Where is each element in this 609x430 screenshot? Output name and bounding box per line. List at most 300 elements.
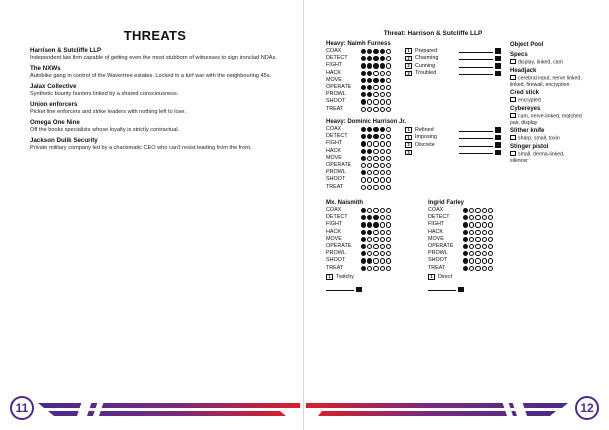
- stat-dot[interactable]: [367, 258, 372, 263]
- stat-dot[interactable]: [373, 244, 378, 249]
- stat-dot[interactable]: [367, 156, 372, 161]
- stat-dot[interactable]: [386, 71, 391, 76]
- stat-dot[interactable]: [475, 215, 480, 220]
- tag-value-box[interactable]: 1: [326, 274, 333, 280]
- stat-row-hack: [326, 148, 406, 155]
- stat-dot[interactable]: [386, 177, 391, 182]
- stat-dot[interactable]: [386, 156, 391, 161]
- item-title: Cybereyes: [510, 105, 541, 112]
- stat-row-hack: [326, 70, 391, 77]
- stat-dot[interactable]: [373, 163, 378, 168]
- stat-dot[interactable]: [367, 266, 372, 271]
- stat-dot[interactable]: [380, 208, 385, 213]
- stat-dot[interactable]: [469, 222, 474, 227]
- stat-dot[interactable]: [386, 149, 391, 154]
- stat-row-move: [326, 77, 391, 84]
- stat-dot[interactable]: [373, 185, 378, 190]
- tag-end-box[interactable]: [495, 135, 501, 141]
- stat-dot[interactable]: [361, 71, 366, 76]
- tag-end-box[interactable]: [495, 56, 501, 62]
- stat-dot[interactable]: [475, 244, 480, 249]
- stat-row-coax: [326, 126, 406, 133]
- stat-dot[interactable]: [463, 266, 468, 271]
- stat-label: FIGHT: [326, 62, 343, 69]
- stat-dot[interactable]: [380, 215, 385, 220]
- stat-dot[interactable]: [482, 251, 487, 256]
- stat-dot[interactable]: [380, 170, 385, 175]
- tag-write-line[interactable]: [459, 128, 493, 132]
- stat-dot[interactable]: [386, 56, 391, 61]
- stat-row-treat: [326, 106, 391, 113]
- stat-dot[interactable]: [367, 134, 372, 139]
- stat-dot[interactable]: [386, 134, 391, 139]
- stat-row-shoot: [326, 176, 406, 183]
- tag-end-box[interactable]: [458, 287, 464, 293]
- stat-dot[interactable]: [361, 149, 366, 154]
- tag-write-line[interactable]: [459, 143, 493, 147]
- tag-label: Refined: [415, 126, 434, 133]
- tag-value-box[interactable]: 2: [405, 56, 412, 62]
- stat-dot[interactable]: [367, 63, 372, 68]
- stat-dot[interactable]: [469, 244, 474, 249]
- tag-value-box[interactable]: 3: [405, 150, 412, 156]
- stat-dot[interactable]: [361, 127, 366, 132]
- stat-dots: [361, 156, 391, 161]
- stat-dot[interactable]: [361, 237, 366, 242]
- stat-dot[interactable]: [380, 251, 385, 256]
- stat-dots: [361, 78, 391, 83]
- stat-dot[interactable]: [463, 208, 468, 213]
- item-tags: cam, nerve-linked, matched pair, display: [510, 113, 582, 126]
- stat-dot[interactable]: [488, 251, 493, 256]
- stat-dot[interactable]: [386, 237, 391, 242]
- stat-dot[interactable]: [380, 185, 385, 190]
- stat-dot[interactable]: [475, 237, 480, 242]
- stat-dot[interactable]: [361, 230, 366, 235]
- stat-dot[interactable]: [373, 170, 378, 175]
- stat-label: FIGHT: [428, 221, 445, 228]
- tag-value-box[interactable]: 3: [405, 142, 412, 148]
- threat-name: Jalax Collective: [30, 83, 77, 91]
- stat-list: [326, 207, 391, 272]
- page-gutter: [303, 0, 304, 430]
- stat-dot[interactable]: [373, 78, 378, 83]
- stat-dot[interactable]: [463, 222, 468, 227]
- stat-dot[interactable]: [469, 258, 474, 263]
- stat-dot[interactable]: [367, 163, 372, 168]
- stat-dots: [463, 244, 493, 249]
- stat-dot[interactable]: [373, 141, 378, 146]
- stat-dot[interactable]: [361, 170, 366, 175]
- stat-dot[interactable]: [386, 258, 391, 263]
- item-title: Headjack: [510, 67, 537, 74]
- stat-dot[interactable]: [361, 92, 366, 97]
- stat-dot[interactable]: [373, 258, 378, 263]
- threat-description: Synthetic bounty hunters linked by a shared consciousness.: [30, 90, 179, 97]
- stat-row-treat: [326, 184, 406, 191]
- stat-label: DETECT: [326, 133, 348, 140]
- stat-dot[interactable]: [361, 244, 366, 249]
- stat-dot[interactable]: [463, 230, 468, 235]
- stat-dot[interactable]: [386, 78, 391, 83]
- stat-dot[interactable]: [380, 99, 385, 104]
- threat-description: Private military company led by a charismatic CEO who can't resist leading from the front.: [30, 144, 252, 151]
- stat-dot[interactable]: [361, 185, 366, 190]
- stat-row-treat: [326, 265, 391, 272]
- stat-dot[interactable]: [488, 222, 493, 227]
- stat-dot[interactable]: [463, 244, 468, 249]
- stat-dot[interactable]: [373, 215, 378, 220]
- stat-dot[interactable]: [380, 78, 385, 83]
- stat-dot[interactable]: [475, 230, 480, 235]
- stat-dot[interactable]: [482, 230, 487, 235]
- stat-dot[interactable]: [380, 92, 385, 97]
- stat-dot[interactable]: [475, 222, 480, 227]
- item-tags: cerebral input, nerve linked, linked, firewall, encryption: [510, 75, 582, 88]
- stat-dot[interactable]: [367, 71, 372, 76]
- stat-dot[interactable]: [386, 99, 391, 104]
- stat-label: SHOOT: [428, 257, 448, 264]
- stat-dot[interactable]: [380, 56, 385, 61]
- stat-dot[interactable]: [482, 244, 487, 249]
- stat-dot[interactable]: [380, 222, 385, 227]
- npc-block: [428, 200, 493, 292]
- stat-dot[interactable]: [386, 185, 391, 190]
- stat-label: DETECT: [428, 214, 450, 221]
- stat-dot[interactable]: [463, 215, 468, 220]
- stat-dot[interactable]: [367, 107, 372, 112]
- stat-dots: [361, 85, 391, 90]
- stat-row-prowl: [428, 250, 493, 257]
- stat-dot[interactable]: [386, 63, 391, 68]
- stat-dot[interactable]: [469, 237, 474, 242]
- stat-dot[interactable]: [386, 49, 391, 54]
- stat-dot[interactable]: [367, 251, 372, 256]
- stat-dot[interactable]: [386, 215, 391, 220]
- tag-box-icon[interactable]: [510, 113, 516, 118]
- stat-dots: [361, 63, 391, 68]
- stat-row-shoot: [428, 257, 493, 264]
- stat-dot[interactable]: [367, 141, 372, 146]
- stat-dots: [361, 92, 391, 97]
- stat-dot[interactable]: [373, 127, 378, 132]
- stat-dot[interactable]: [469, 208, 474, 213]
- stat-dot[interactable]: [373, 56, 378, 61]
- stat-dot[interactable]: [463, 251, 468, 256]
- stat-dot[interactable]: [380, 141, 385, 146]
- tag-row: [405, 141, 501, 149]
- stat-dot[interactable]: [367, 237, 372, 242]
- stat-dots: [361, 215, 391, 220]
- stat-dot[interactable]: [373, 134, 378, 139]
- tag-end-box[interactable]: [356, 287, 362, 293]
- stat-dot[interactable]: [463, 258, 468, 263]
- stat-dot[interactable]: [380, 71, 385, 76]
- stat-row-move: [428, 236, 493, 243]
- stat-dot[interactable]: [361, 215, 366, 220]
- stat-dot[interactable]: [386, 127, 391, 132]
- stat-dot[interactable]: [367, 149, 372, 154]
- stat-row-coax: [326, 207, 391, 214]
- stat-dot[interactable]: [361, 222, 366, 227]
- stat-row-operate: [326, 84, 391, 91]
- stat-label: MOVE: [326, 235, 342, 242]
- stat-dot[interactable]: [367, 85, 372, 90]
- stat-dot[interactable]: [367, 177, 372, 182]
- stat-dot[interactable]: [361, 49, 366, 54]
- tag-box-icon[interactable]: [510, 135, 516, 140]
- stat-label: TREAT: [326, 105, 344, 112]
- stat-row-detect: [326, 133, 406, 140]
- tag-box-icon[interactable]: [510, 151, 516, 156]
- stat-dot[interactable]: [380, 134, 385, 139]
- stat-dot[interactable]: [367, 49, 372, 54]
- tag-row: [405, 62, 501, 70]
- item-tags: display, linked, cam: [510, 59, 582, 66]
- tag-end-box[interactable]: [495, 63, 501, 69]
- tag-value-box[interactable]: 1: [405, 48, 412, 54]
- page-number-left: 11: [10, 396, 34, 420]
- stat-list: [326, 126, 406, 191]
- stat-dot[interactable]: [380, 244, 385, 249]
- stat-dot[interactable]: [380, 85, 385, 90]
- stat-dot[interactable]: [373, 237, 378, 242]
- tag-row: [326, 274, 391, 281]
- stat-dot[interactable]: [373, 177, 378, 182]
- tag-write-line[interactable]: [459, 71, 493, 75]
- stat-dot[interactable]: [475, 251, 480, 256]
- stat-dot[interactable]: [475, 266, 480, 271]
- tag-end-box[interactable]: [495, 142, 501, 148]
- stat-dot[interactable]: [482, 222, 487, 227]
- threat-entry: [30, 83, 280, 97]
- tag-row: [405, 134, 501, 142]
- stat-dot[interactable]: [482, 266, 487, 271]
- stat-label: SHOOT: [326, 98, 346, 105]
- tag-write-line[interactable]: [459, 150, 493, 154]
- stat-dots: [361, 163, 391, 168]
- stat-dot[interactable]: [386, 163, 391, 168]
- stat-dot[interactable]: [367, 92, 372, 97]
- stat-label: HACK: [428, 228, 443, 235]
- stat-dot[interactable]: [361, 177, 366, 182]
- stat-dot[interactable]: [361, 163, 366, 168]
- stat-dot[interactable]: [367, 230, 372, 235]
- stat-label: HACK: [326, 147, 341, 154]
- stat-label: COAX: [326, 207, 342, 214]
- stat-dot[interactable]: [386, 92, 391, 97]
- stat-dot[interactable]: [386, 230, 391, 235]
- stat-dot[interactable]: [386, 251, 391, 256]
- stat-dot[interactable]: [482, 237, 487, 242]
- stat-dot[interactable]: [367, 170, 372, 175]
- stat-dot[interactable]: [367, 78, 372, 83]
- stat-dot[interactable]: [482, 258, 487, 263]
- stat-dot[interactable]: [488, 244, 493, 249]
- stat-dot[interactable]: [367, 56, 372, 61]
- tag-end-box[interactable]: [495, 127, 501, 133]
- tag-end-box[interactable]: [495, 48, 501, 54]
- stat-dot[interactable]: [386, 85, 391, 90]
- stat-row-shoot: [326, 257, 391, 264]
- tag-value-box[interactable]: 1: [405, 127, 412, 133]
- threat-entry: [30, 137, 280, 151]
- stat-dot[interactable]: [367, 244, 372, 249]
- stat-dot[interactable]: [386, 266, 391, 271]
- stat-dot[interactable]: [373, 107, 378, 112]
- stat-row-prowl: [326, 169, 406, 176]
- stat-dot[interactable]: [373, 71, 378, 76]
- tag-end-box[interactable]: [495, 150, 501, 156]
- stat-dots: [361, 149, 391, 154]
- tag-box-icon[interactable]: [510, 97, 516, 102]
- stat-dots: [361, 170, 391, 175]
- stat-dot[interactable]: [373, 230, 378, 235]
- stat-row-move: [326, 236, 391, 243]
- tag-label: Charming: [415, 55, 439, 62]
- stat-dot[interactable]: [361, 134, 366, 139]
- tag-row: [405, 70, 501, 78]
- stat-dot[interactable]: [373, 99, 378, 104]
- stat-dot[interactable]: [488, 215, 493, 220]
- stat-dot[interactable]: [380, 127, 385, 132]
- stat-label: DETECT: [326, 214, 348, 221]
- stat-dot[interactable]: [380, 49, 385, 54]
- stat-dot[interactable]: [469, 230, 474, 235]
- item-title: Stinger pistol: [510, 143, 549, 150]
- stat-dot[interactable]: [475, 258, 480, 263]
- threat-entry: [30, 101, 280, 115]
- page-title: THREATS: [123, 28, 187, 43]
- tag-value-box[interactable]: 3: [405, 71, 412, 77]
- stat-dot[interactable]: [469, 215, 474, 220]
- stat-dot[interactable]: [386, 244, 391, 249]
- stat-dot[interactable]: [367, 127, 372, 132]
- stat-dot[interactable]: [373, 92, 378, 97]
- tag-end-box[interactable]: [495, 71, 501, 77]
- stat-dots: [361, 208, 391, 213]
- stat-row-hack: [428, 229, 493, 236]
- tag-write-line[interactable]: [459, 49, 493, 53]
- stat-dot[interactable]: [469, 266, 474, 271]
- tag-write-line[interactable]: [326, 287, 354, 291]
- stat-dot[interactable]: [361, 141, 366, 146]
- stat-dot[interactable]: [373, 149, 378, 154]
- stat-dot[interactable]: [361, 78, 366, 83]
- stat-dots: [361, 266, 391, 271]
- tag-write-row: [326, 287, 391, 293]
- stat-dot[interactable]: [361, 99, 366, 104]
- stat-dot[interactable]: [361, 251, 366, 256]
- stat-dot[interactable]: [373, 266, 378, 271]
- stat-dot[interactable]: [380, 266, 385, 271]
- stat-dot[interactable]: [367, 215, 372, 220]
- stat-dots: [463, 222, 493, 227]
- stat-dot[interactable]: [488, 230, 493, 235]
- stat-dot[interactable]: [361, 266, 366, 271]
- tag-row: [405, 55, 501, 63]
- stat-dot[interactable]: [361, 107, 366, 112]
- stat-dot[interactable]: [361, 63, 366, 68]
- stat-dot[interactable]: [380, 63, 385, 68]
- stat-dot[interactable]: [463, 237, 468, 242]
- stat-dot[interactable]: [386, 107, 391, 112]
- stat-dot[interactable]: [361, 208, 366, 213]
- stat-dot[interactable]: [380, 149, 385, 154]
- tag-box-icon[interactable]: [510, 75, 516, 80]
- stat-dot[interactable]: [367, 222, 372, 227]
- stat-dots: [361, 177, 391, 182]
- tag-label: Imposing: [415, 134, 437, 141]
- stat-dot[interactable]: [361, 85, 366, 90]
- stat-dot[interactable]: [386, 208, 391, 213]
- stat-dot[interactable]: [373, 222, 378, 227]
- tag-write-line[interactable]: [459, 135, 493, 139]
- stat-dot[interactable]: [361, 156, 366, 161]
- stat-dot[interactable]: [373, 63, 378, 68]
- stat-dot[interactable]: [373, 251, 378, 256]
- stat-dot[interactable]: [380, 107, 385, 112]
- stat-dot[interactable]: [488, 237, 493, 242]
- stat-dot[interactable]: [361, 56, 366, 61]
- stat-dot[interactable]: [380, 163, 385, 168]
- stat-dot[interactable]: [386, 141, 391, 146]
- stat-label: TREAT: [326, 183, 344, 190]
- stat-dot[interactable]: [361, 258, 366, 263]
- tag-value-box[interactable]: 1: [405, 135, 412, 141]
- stat-dot[interactable]: [367, 185, 372, 190]
- stat-dot[interactable]: [482, 208, 487, 213]
- stat-dot[interactable]: [475, 208, 480, 213]
- stat-dots: [463, 266, 493, 271]
- stat-dot[interactable]: [373, 156, 378, 161]
- npc-name: Heavy: Naimh Furness: [326, 41, 391, 47]
- stat-dot[interactable]: [488, 266, 493, 271]
- stat-dot[interactable]: [373, 208, 378, 213]
- stat-dot[interactable]: [482, 215, 487, 220]
- tag-box-icon[interactable]: [510, 59, 516, 64]
- stat-dot[interactable]: [373, 85, 378, 90]
- stat-dot[interactable]: [367, 99, 372, 104]
- tag-label: Twitchy: [336, 274, 354, 281]
- tag-write-line[interactable]: [428, 287, 456, 291]
- stat-dot[interactable]: [380, 156, 385, 161]
- stat-dot[interactable]: [386, 170, 391, 175]
- stat-dots: [361, 251, 391, 256]
- stat-label: TREAT: [326, 264, 344, 271]
- stat-dot[interactable]: [380, 230, 385, 235]
- stat-dot[interactable]: [488, 258, 493, 263]
- stat-dot[interactable]: [469, 251, 474, 256]
- item-tags: small, derma-linked, silencer: [510, 151, 565, 164]
- stat-dot[interactable]: [367, 208, 372, 213]
- stat-dot[interactable]: [386, 222, 391, 227]
- stat-dot[interactable]: [380, 177, 385, 182]
- tag-write-line[interactable]: [459, 64, 493, 68]
- tag-value-box[interactable]: 1: [428, 274, 435, 280]
- stat-label: DETECT: [326, 55, 348, 62]
- stat-dot[interactable]: [373, 49, 378, 54]
- stat-dot[interactable]: [380, 258, 385, 263]
- stat-dot[interactable]: [380, 237, 385, 242]
- tag-value-box[interactable]: 2: [405, 63, 412, 69]
- tag-write-line[interactable]: [459, 56, 493, 60]
- stat-dots: [361, 141, 391, 146]
- stat-dot[interactable]: [488, 208, 493, 213]
- stat-dots: [361, 237, 391, 242]
- threat-name: The NXWs: [30, 65, 61, 73]
- stat-label: PROWL: [326, 91, 346, 98]
